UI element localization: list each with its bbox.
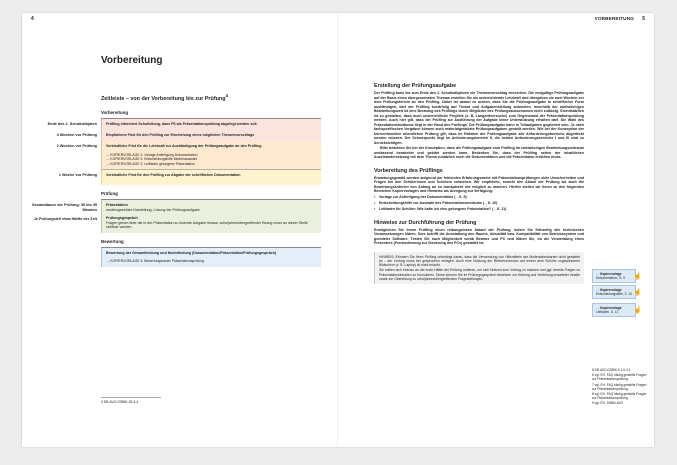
timeline-date: 3 Wochen vor Prüfung: [56, 133, 97, 138]
timeline-row: [31, 119, 321, 130]
kopiervorlage-link[interactable]: → KOPIERVORLAGE 2: Entscheidungshilfe Medienauswahl: [106, 157, 198, 162]
assessment-entry: Bewertung der Gesamtleistung und Notenfindung (Dokumentation/Präsentation/Prüfungsgespräch) → KOPIERVORLAGE 4: Bewertungsraster Präsentationsprüfung: [101, 248, 321, 267]
timeline: [31, 107, 321, 267]
right-page: [338, 13, 654, 447]
bullet-item: • Vorlage zur Anfertigung der Dokumentation (→S. 9): [374, 194, 584, 200]
footnote: 4 EB-AVO-DSBIK 63.3.4.: [101, 397, 161, 404]
hand-cursor-icon: ☝: [633, 289, 642, 296]
main-column: [374, 83, 584, 284]
timeline-row: [31, 248, 321, 267]
timeline-row: [31, 130, 321, 141]
section-heading: Erstellung der Prüfungsaufgabe: [374, 83, 457, 89]
margin-ref-entscheidungshilfe[interactable]: → Kopiervorlage Entscheidungshilfe, S. 10 ☝: [592, 285, 636, 299]
bullet-item: • Entscheidungshilfe zur Auswahl des Präsentationsmediums (→S. 10): [374, 200, 584, 206]
hand-cursor-icon: ☝: [633, 273, 642, 280]
hand-cursor-icon: ☝: [633, 307, 642, 314]
margin-ref-dokumentation[interactable]: → Kopiervorlage Dokumentation, S. 9 ☝: [592, 269, 636, 283]
section-heading: Hinweise zur Durchführung der Prüfung: [374, 219, 477, 226]
kopiervorlage-link[interactable]: → KOPIERVORLAGE 1: Vorlage Anfertigung Dokumentation: [106, 152, 198, 157]
section: [374, 220, 584, 246]
timeline-row: [31, 170, 321, 186]
bullet-item: • Leitfaden für Schüler: Wie halte ich eine gelungene Präsentation? (→S. 11): [374, 206, 584, 212]
timeline-date: 1 Woche vor Prüfung: [58, 172, 97, 177]
margin-ref-leitfaden[interactable]: → Kopiervorlage Leitfaden, S. 11 ☝: [592, 303, 636, 317]
phase-heading-vorbereitung: Vorbereitung: [101, 107, 321, 119]
timeline-date: Gesamtdauer der Prüfung: 30 bis 45 Minuten Je Prüfungsteil etwa Hälfte der Zeit: [31, 203, 97, 222]
timeline-row: [31, 200, 321, 233]
running-head: VORBEREITUNG: [594, 16, 634, 21]
timeline-entry: Verbindliche Frist für den Prüfling zur Abgabe der schriftlichen Dokumentation: [101, 170, 321, 186]
section: [374, 168, 584, 212]
timeline-date: Ende des 2. Schulhalbjahrs: [47, 122, 97, 126]
hint-box: HINWEIS: Erinnern Sie Ihren Prüfling unbedingt daran, dass die Verwendung von Hilfsmitteln wie Moderationskarten nicht gestattet ist – der Vortrag muss frei gesprochen erfolgen. Auch eine Nutzung der Referenzversion auf einem dem Schüler zugewiesenen Bildschirm (z. B. Laptop) ist nicht erlaubt. Sie sollten sich ebenso an die erste Hälfte der Prüfung notieren, um sich Notizen zum Vortrag zu machen und ggf. bereits Fragen zu Präsentationsinhalten zu formulieren. Diese können Sie im Prüfungsgespräch einsetzen zur Klärung und Vertiefung erwarteter Inhalte sowie zur Überleitung zu schuljahresübergreifenden Fragestellungen.: [374, 252, 584, 285]
footnotes: 5 EB-AVO-DSBIK 6.1.6.4.1. 6 vgl. EH, FAQ häufig gestellte Fragen zur Präsentationsprüfung. 7 vgl. EH, FAQ häufig gestellte Fragen zur Präsentationsprüfung. 8 vgl. EH, FAQ häufig gestellte Fragen zur Präsentationsprüfung. 9 vgl. EH, DSBIk AVO.: [592, 368, 647, 406]
paragraph: Bitte beachten Sie bei der Konzeption, dass die Prüfungsaufgabe vom Prüfling im zweiwöchigen Bearbeitungszeitraum umfassend bearbeitet und geklärt werden kann. Bedenken Sie, dass der Prüfling neben der inhaltlichen Auseinandersetzung mit dem Thema zusätzlich noch die Dokumentation und die Präsentation erstellen muss.: [374, 146, 584, 159]
page-number-left: 4: [31, 16, 34, 22]
page-number-right: 5: [642, 16, 645, 22]
kopiervorlage-link[interactable]: → KOPIERVORLAGE 3: Leitfaden gelungene Präsentation: [106, 161, 195, 166]
timeline-subtitle: Zeitleiste – von der Vorbereitung bis zur Prüfung$^4$: [101, 93, 229, 102]
timeline-entry: Prüfling informiert Schulleitung, dass FS als Präsentationsprüfung abgelegt werden soll.: [101, 119, 321, 130]
phase-heading-pruefung: Prüfung: [101, 185, 321, 200]
paragraph: Erwartungsgemäß werden aufgrund der fehlenden Erfahrungswerte mit Präsentationsprüfungen viele Unsicherheiten und Fragen bei den Schülerinnen und Schülern entstehen. Wir empfehlen, sowohl den Ablauf der Prüfung als auch die Bewertungskriterien von Anfang an so transparent wie möglich zu machen. Hierfür stellen wir Ihnen zu den folgenden Bereichen Kopiervorlagen und Hinweise als Anregung zur Verfügung:: [374, 175, 584, 193]
paragraph: Ermöglichen Sie Ihrem Prüfling einen reibungslosen Ablauf der Prüfung, indem Sie frühzeitig alle technischen Voraussetzungen klären. Dies betrifft die Ausstattung des Raums, Aktualität bzw. Kompatibilität von Betriebssystem und genutzter Software. Testen Sie nach Möglichkeit vorab Beamer und PC und klären Sie, ob die Verwendung eines Presenters (Fernbedienung zur Steuerung des PCs) gestattet ist.: [374, 227, 584, 245]
kopiervorlage-link[interactable]: → KOPIERVORLAGE 4: Bewertungsraster Präsentationsprüfung: [106, 259, 204, 264]
timeline-entry: Verbindliche Frist für die Lehrkraft zur Aushändigung der Prüfungsaufgabe an den Prüfling → KOPIERVORLAGE 1: Vorlage Anfertigung Dokumentation → KOPIERVORLAGE 2: Entscheidungshilfe Medienauswahl → KOPIERVORLAGE 3: Leitfaden gelungene Präsentation: [101, 141, 321, 169]
page-title: Vorbereitung: [101, 55, 163, 66]
section-heading: Vorbereitung des Prüflings: [374, 167, 443, 174]
paragraph: Der Prüfling kann bis zum Ende des 2. Schulhalbjahres ein Themenvorschlag einreichen. Die endgültige Prüfungsaufgabe auf der Basis eines übergeordneten Themas erstellen Sie als unterrichtende Lehrkraft und übergeben sie zwei Wochen vor dem Prüfungstermin an den Prüfling. Dabei ist darauf zu achten, dass Sie die Prüfungsaufgabe in schriftlicher Form aushändigen, darf der Prüfling kurzfristig auf Thema und Aufgabenstellung antworten. Innerhalb der zweiwöchigen Bearbeitungszeit ist eine Beratung des Prüflings durch Mitglieder des Prüfungsausschusses nicht zulässig. Grundsätzlich ist zu gestatten, dass auch unterrichtliche Projekte (z. B. Langzeitversuche) zum Gegenstand der Präsentationsprüfung werden. Auch hier gilt, dass der Prüfling zur Ausführung der Aufgabe keine Unterstützung erhalten darf. Die Wahl des Präsentationsmediums liegt in der Hand des Prüflings. Die Prüfungsaufgabe kann in Teilaufgaben gegliedert sein. Je nach fachspezifischen Vorgaben können auch materialgestützte Prüfungsaufgaben gestellt werden. Wie bei der Konzeption der konventionellen mündlichen Prüfung gilt, dass im Rahmen der Prüfungsaufgabe alle Anforderungsbereiche abgedeckt werden müssen. Der Schwerpunkt liegt im Anforderungsbereich II, die beiden Anforderungsbereiche I und III sind zu berücksichtigen.: [374, 91, 584, 145]
left-page: [22, 13, 338, 447]
exam-entry: Präsentation mediengestützte Darstellung, Lösung der Prüfungsaufgabe Prüfungsgespräch Fragen gehen über die in der Präsentation zu lösende Aufgabe hinaus, schuljahresübergreifender Bezug muss an dieser Stelle sichtbar werden.: [101, 200, 321, 233]
phase-heading-bewertung: Bewertung: [101, 233, 321, 248]
timeline-entry: Empfohlene Frist für den Prüfling zur Einreichung eines möglichen Themenvorschlags: [101, 130, 321, 141]
timeline-date: 2 Wochen vor Prüfung: [56, 144, 97, 149]
timeline-row: [31, 141, 321, 169]
